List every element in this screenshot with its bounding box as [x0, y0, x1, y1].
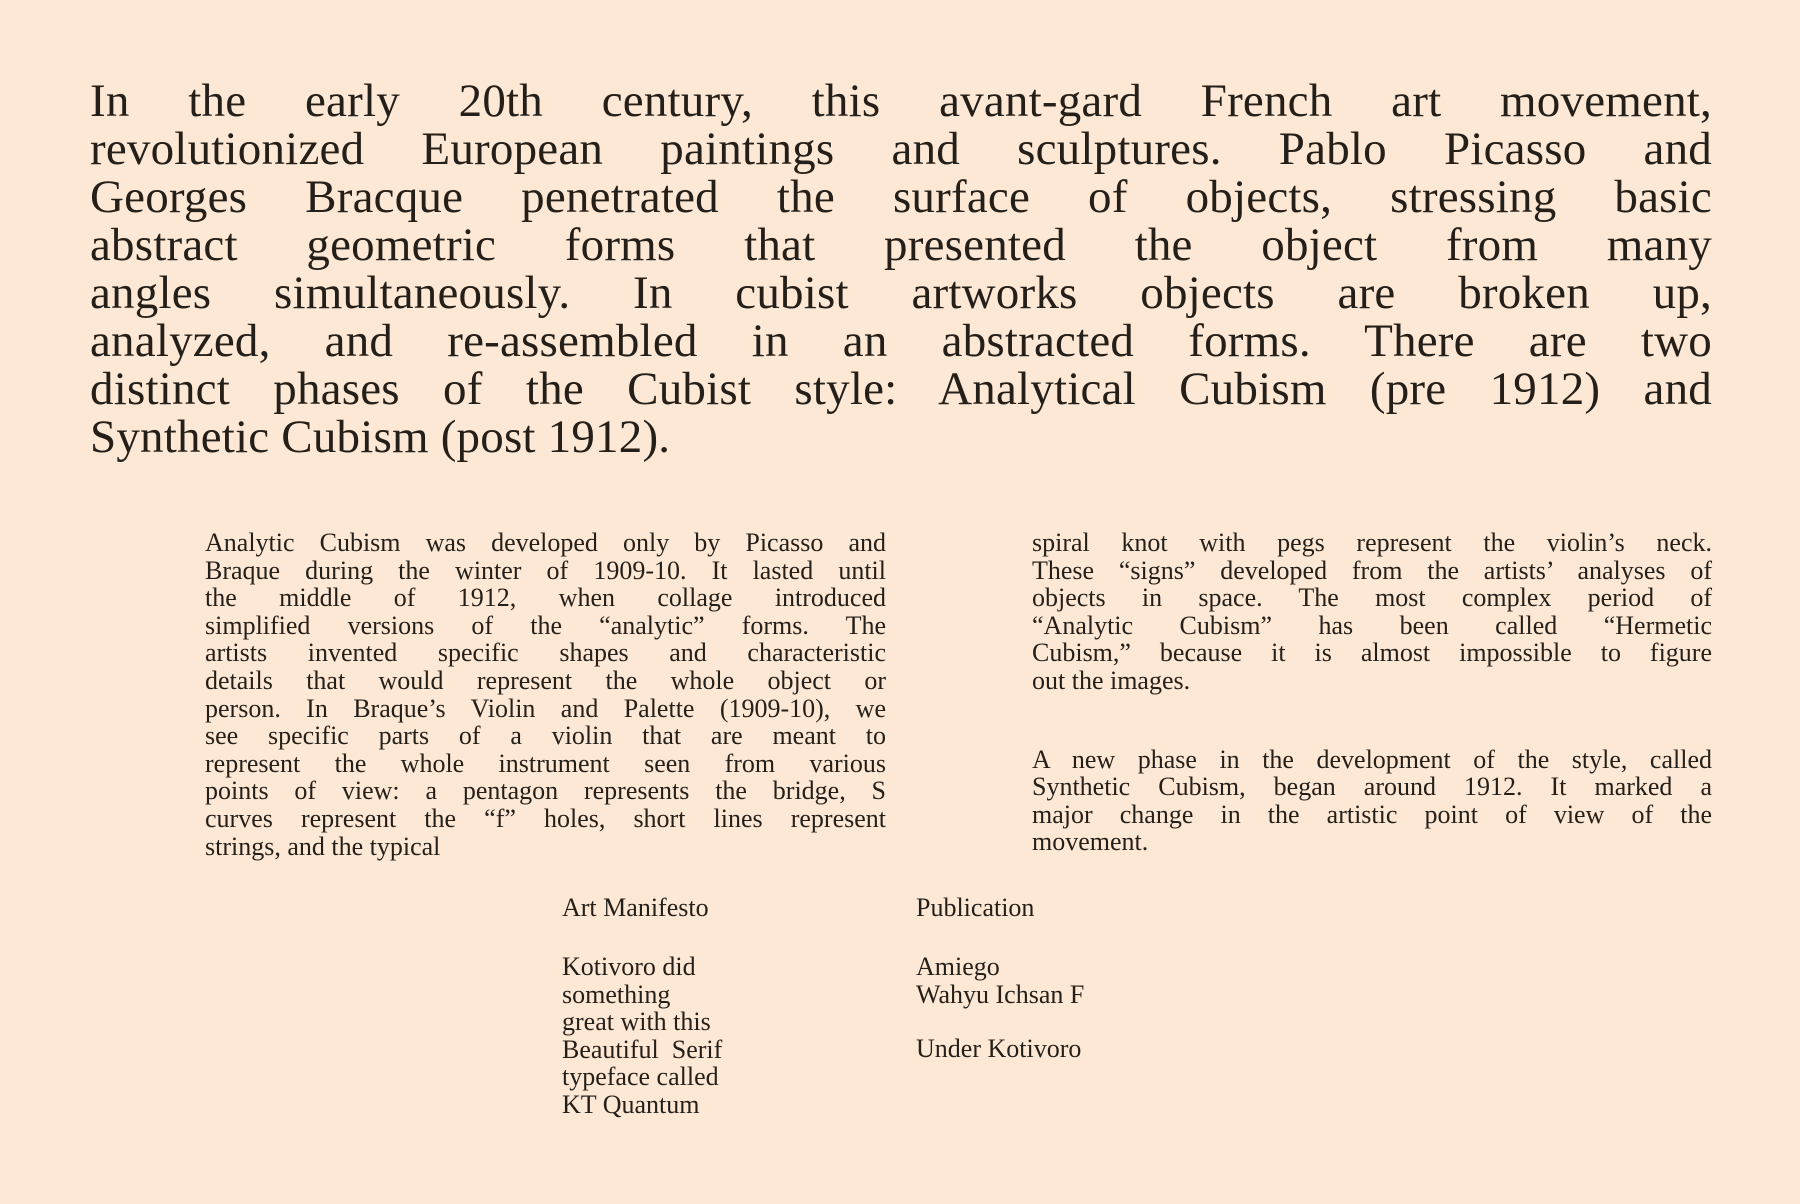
body-line: Cubism,” because it is almost impossible to figure [1032, 638, 1712, 668]
body-paragraph-synthetic [1032, 746, 1712, 856]
heading-paragraph [90, 77, 1712, 461]
heading-line: Georges Bracque penetrated the surface of objects, stressing basic [90, 171, 1712, 223]
heading-line: In the early 20th century, this avant-gard French art movement, [90, 75, 1712, 127]
footer-label-art-manifesto: Art Manifesto [562, 893, 709, 922]
footer-line: typeface called [562, 1062, 719, 1092]
body-column-right [1032, 529, 1712, 856]
body-line: represent the whole instrument seen from various [205, 748, 886, 778]
body-line: the middle of 1912, when collage introduced [205, 583, 886, 613]
footer-line: something [562, 979, 671, 1009]
body-line: simplified versions of the “analytic” forms. The [205, 610, 886, 640]
body-paragraph-hermetic [1032, 529, 1712, 695]
body-line: see specific parts of a violin that are meant to [205, 721, 886, 751]
heading-line: revolutionized European paintings and sculptures. Pablo Picasso and [90, 123, 1712, 175]
body-line: curves represent the “f” holes, short lines represent [205, 803, 886, 833]
footer-typeface-description [562, 953, 812, 1119]
footer-license: Under Kotivoro [916, 1034, 1082, 1063]
footer-line: KT Quantum [562, 1089, 700, 1119]
heading-line: abstract geometric forms that presented the object from many [90, 219, 1712, 271]
body-line: artists invented specific shapes and characteristic [205, 638, 886, 668]
body-line: person. In Braque’s Violin and Palette (1909-10), we [205, 693, 886, 723]
body-column-left [205, 529, 886, 860]
heading-line: distinct phases of the Cubist style: Analytical Cubism (pre 1912) and [90, 363, 1712, 415]
heading-line: Synthetic Cubism (post 1912). [90, 411, 671, 463]
body-line: Analytic Cubism was developed only by Picasso and [205, 528, 886, 557]
footer-line: Beautiful Serif [562, 1034, 723, 1064]
body-line: A new phase in the development of the style, called [1032, 744, 1712, 774]
footer-line: Wahyu Ichsan F [916, 979, 1085, 1009]
footer-credit-names [916, 953, 1216, 1008]
body-line: movement. [1032, 827, 1149, 857]
body-line: Synthetic Cubism, began around 1912. It marked a [1032, 772, 1712, 802]
body-line: objects in space. The most complex period of [1032, 583, 1712, 613]
body-line: Braque during the winter of 1909-10. It lasted until [205, 555, 886, 585]
body-line: points of view: a pentagon represents the bridge, S [205, 776, 886, 806]
body-line: major change in the artistic point of view of the [1032, 799, 1712, 829]
body-line: details that would represent the whole object or [205, 665, 886, 695]
body-line: These “signs” developed from the artists’ analyses of [1032, 555, 1712, 585]
footer-label-publication: Publication [916, 893, 1035, 922]
body-line: “Analytic Cubism” has been called “Hermetic [1032, 610, 1712, 640]
footer-line: Kotivoro did [562, 952, 696, 981]
footer-line: Amiego [916, 952, 1000, 981]
heading-line: analyzed, and re-assembled in an abstracted forms. There are two [90, 315, 1712, 367]
body-line: out the images. [1032, 665, 1191, 695]
body-line: spiral knot with pegs represent the violin’s neck. [1032, 528, 1712, 557]
body-line: strings, and the typical [205, 831, 441, 861]
footer-line: great with this [562, 1007, 711, 1037]
heading-line: angles simultaneously. In cubist artworks objects are broken up, [90, 267, 1712, 319]
